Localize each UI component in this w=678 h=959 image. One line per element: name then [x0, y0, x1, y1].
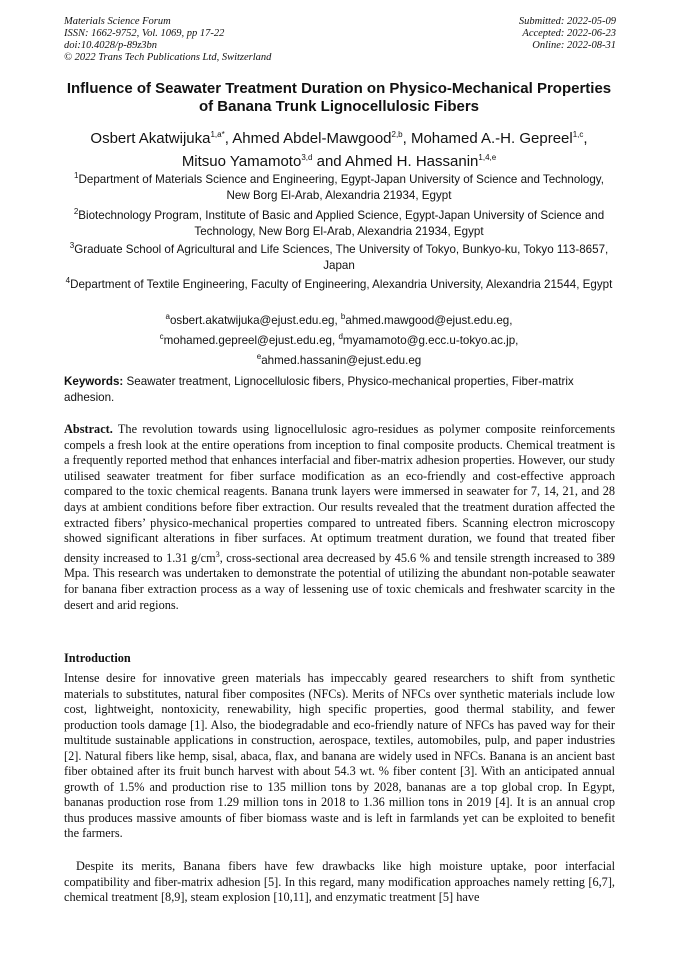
email-list: $^a$osbert.akatwijuka@ejust.edu.eg, $^b$ahmed.mawgood@ejust.edu.eg, $^c$mohamed.gepreel@ejust.edu.eg, $^d$myamamoto@g.ecc.u-tokyo.ac.jp, $^e$ahmed.hassanin@ejust.edu.eg — [159, 312, 519, 367]
paper-title: Influence of Seawater Treatment Duration on Physico-Mechanical Properties of Banana Trunk Lignocellulosic Fibers — [66, 80, 612, 115]
author: Mohamed A.-H. Gepreel$^{1,c}$, — [410, 130, 588, 147]
date-accepted: Accepted: 2022-06-23 — [522, 28, 616, 39]
keywords — [64, 374, 615, 406]
affiliation: $^2$Biotechnology Program, Institute of Basic and Applied Science, Egypt-Japan University of Science and Technology, New Borg El-Arab, Alexandria 21934, Egypt — [73, 207, 605, 238]
section-heading-introduction: Introduction — [64, 651, 131, 665]
author: Mitsuo Yamamoto$^{3,d}$ and — [181, 153, 345, 170]
email-link[interactable]: osbert.akatwijuka@ejust.edu.eg — [169, 313, 335, 327]
email-link[interactable]: ahmed.hassanin@ejust.edu.eg — [261, 353, 422, 367]
keywords-text: Seawater treatment, Lignocellulosic fibers, Physico-mechanical properties, Fiber-matrix adhesion. — [64, 375, 574, 404]
affiliation: $^3$Graduate School of Agricultural and Life Sciences, The University of Tokyo, Bunkyo-ku, Tokyo 113-8657, Japan — [69, 241, 609, 272]
email-link[interactable]: ahmed.mawgood@ejust.edu.eg — [345, 313, 510, 327]
affiliation: $^1$Department of Materials Science and Engineering, Egypt-Japan University of Science and Technology, New Borg El-Arab, Alexandria 21934, Egypt — [74, 171, 604, 202]
journal-doi: doi:10.4028/p-89z3bn — [64, 40, 158, 51]
author: Ahmed H. Hassanin$^{1,4,e}$ — [344, 153, 497, 170]
intro-paragraph-1: Intense desire for innovative green materials has impeccably geared researchers to shift from synthetic materials to substitutes, natural fiber composites (NFCs). Merits of NFCs over synthetic materials include low cost, lightweight, nontoxicity, renewability, high specific properties, good thermal stability, and fewer production tools damage [1]. Also, the biodegradable and eco-friendly nature of NFCs has paved way for their multitude sustainable applications in construction, aerospace, textiles, automobiles, pulp, and paper industries [2]. Natural fibers like hemp, sisal, abaca, flax, and banana are widely used in NFCs. Banana is an ancient bast fiber obtained after its fruit bunch harvest with about 54.3 wt. % fiber content [3]. With an anticipated annual growth of 1.5% and production rise to 135 million tons by 2028, bananas are a top global crop. In Egypt, bananas production rose from 1.29 million tons in 2018 to 1.36 million tons in 2019 [4]. It is an annual crop thus produces massive amounts of fiber biomass waste and is left in farmlands yet can be exploited to benefit the farmers. — [64, 671, 615, 841]
publication-dates — [519, 16, 616, 52]
intro-paragraph-2: Despite its merits, Banana fibers have few drawbacks like high moisture uptake, poor interfacial compatibility and fiber-matrix adhesion [5]. In this regard, many modification approaches namely retting [6,7], chemical treatment [8,9], steam explosion [10,11], and enzymatic treatment [5] have — [64, 859, 615, 905]
journal-info — [64, 16, 271, 64]
date-submitted: Submitted: 2022-05-09 — [518, 16, 616, 27]
journal-copyright: © 2022 Trans Tech Publications Ltd, Switzerland — [64, 52, 272, 63]
date-online: Online: 2022-08-31 — [532, 40, 616, 51]
abstract: Abstract. The revolution towards using lignocellulosic agro-residues as polymer composite reinforcements compels a fresh look at the entire operations from inception to final composite products. Chemical treatment is a frequently reported method that enhances interfacial and fiber-matrix adhesion properties. However, our study utilised seawater treatment for fiber surface modification as an eco-friendly and cost-effective approach compared to the toxic chemical reagents. Banana trunk layers were immersed in seawater for 7, 14, 21, and 28 days at ambient conditions before fiber extraction. Our results revealed that the treatment duration affected the extracted fibers’ physico-mechanical properties compared to untreated fibers. Scanning electron microscopy showed significant alterations in fiber surfaces. At optimum treatment duration, we found that treated fiber density increased to 1.31 $g/cm^3$, cross-sectional area decreased by 45.6 % and tensile strength increased to 389 Mpa. This research was undertaken to demonstrate the potential of utilizing the abundant non-potable seawater for banana fiber extraction process as a way of lessening use of toxic chemicals and freshwater scarcity in the desert and arid regions. — [64, 422, 615, 612]
author: Osbert Akatwijuka$^{1,a*}$, — [90, 130, 233, 147]
email-link[interactable]: mohamed.gepreel@ejust.edu.eg — [163, 333, 333, 347]
affiliation: $^4$Department of Textile Engineering, Faculty of Engineering, Alexandria University, Alexandria 21544, Egypt — [65, 276, 613, 291]
journal-name: Materials Science Forum — [64, 16, 171, 27]
journal-issn: ISSN: 1662-9752, Vol. 1069, pp 17-22 — [64, 28, 225, 39]
email-link[interactable]: myamamoto@g.ecc.u-tokyo.ac.jp — [342, 333, 516, 347]
author: Ahmed Abdel-Mawgood$^{2,b}$, — [232, 130, 411, 147]
keywords-label: Keywords: — [64, 375, 124, 388]
author-list — [64, 125, 614, 171]
abstract-label: Abstract. — [64, 422, 113, 436]
